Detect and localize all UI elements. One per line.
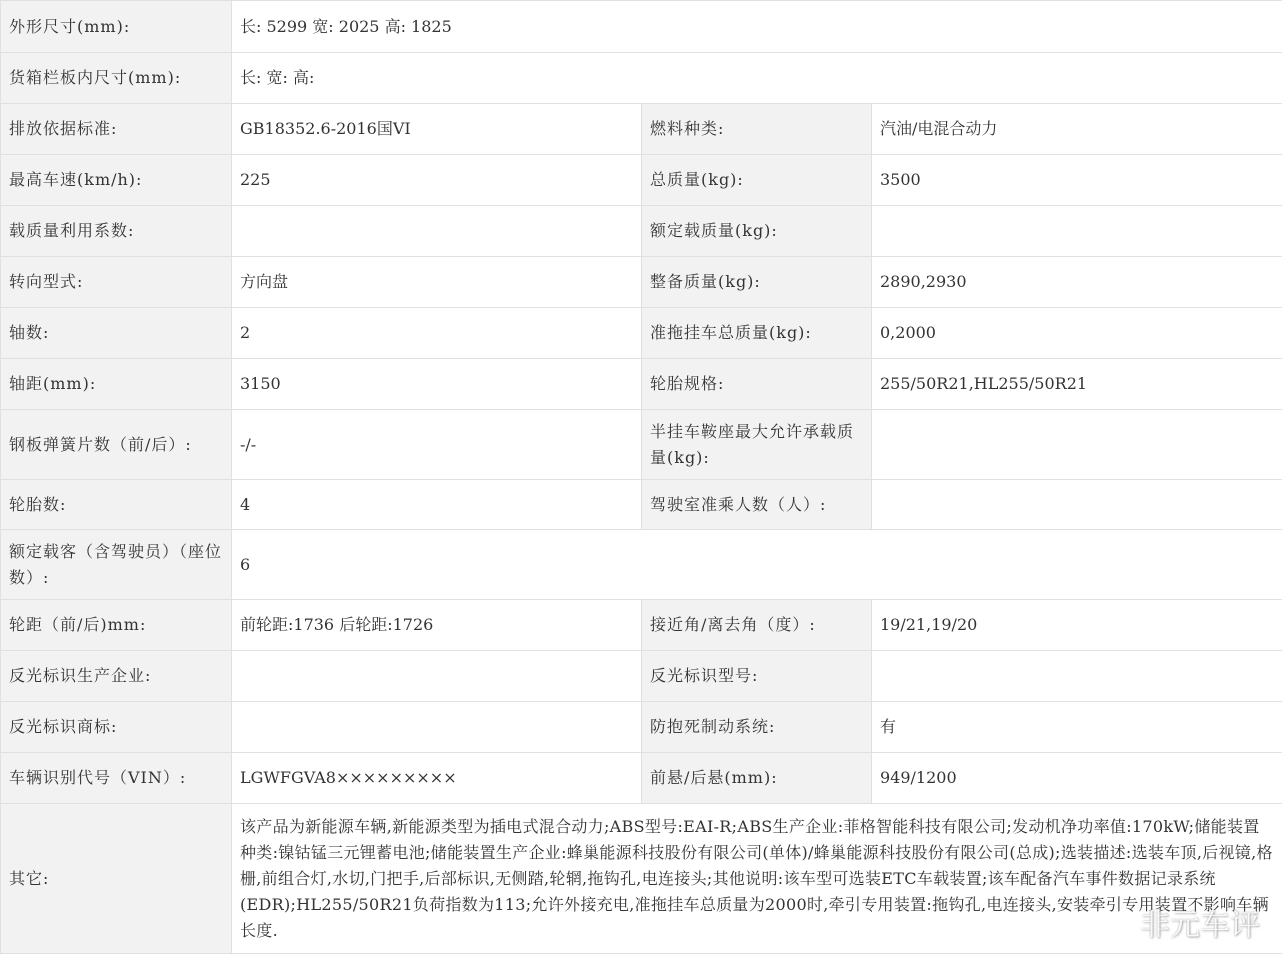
label-track: 轮距（前/后)mm: xyxy=(1,600,232,651)
label-reflector-model: 反光标识型号: xyxy=(642,651,872,702)
table-row xyxy=(1,600,1282,651)
label-cargo-box: 货箱栏板内尺寸(mm): xyxy=(1,53,232,104)
table-row xyxy=(1,206,1282,257)
value-dimensions: 长: 5299 宽: 2025 高: 1825 xyxy=(232,1,1282,53)
label-reflector-maker: 反光标识生产企业: xyxy=(1,651,232,702)
value-emission: GB18352.6-2016国VI xyxy=(232,104,642,155)
value-max-speed: 225 xyxy=(232,155,642,206)
table-row xyxy=(1,480,1282,530)
value-other: 该产品为新能源车辆,新能源类型为插电式混合动力;ABS型号:EAI-R;ABS生产企业:菲格智能科技有限公司;发动机净功率值:170kW;储能装置种类:镍钴锰三元锂蓄电池;储能装置生产企业:蜂巢能源科技股份有限公司(单体)/蜂巢能源科技股份有限公司(总成);选装描述:选装车顶,后视镜,格栅,前组合灯,水切,门把手,后部标识,无侧踏,轮辋,拖钩孔,电连接头;其他说明:该车型可选装ETC车载装置;该车配备汽车事件数据记录系统(EDR);HL255/50R21负荷指数为113;允许外接充电,准拖挂车总质量为2000时,牵引专用装置:拖钩孔,电连接头,安装牵引专用装置不影响车辆长度. xyxy=(232,804,1282,954)
label-wheelbase: 轴距(mm): xyxy=(1,359,232,410)
label-total-mass: 总质量(kg): xyxy=(642,155,872,206)
label-dimensions: 外形尺寸(mm): xyxy=(1,1,232,53)
label-load-coefficient: 载质量利用系数: xyxy=(1,206,232,257)
label-leaf-springs: 钢板弹簧片数（前/后）: xyxy=(1,410,232,480)
value-abs: 有 xyxy=(872,702,1282,753)
table-row xyxy=(1,651,1282,702)
value-tire-count: 4 xyxy=(232,480,642,530)
value-wheelbase: 3150 xyxy=(232,359,642,410)
value-approach-angle: 19/21,19/20 xyxy=(872,600,1282,651)
label-abs: 防抱死制动系统: xyxy=(642,702,872,753)
label-trailer-mass: 准拖挂车总质量(kg): xyxy=(642,308,872,359)
label-curb-mass: 整备质量(kg): xyxy=(642,257,872,308)
table-row xyxy=(1,1,1282,53)
table-row xyxy=(1,753,1282,804)
table-row xyxy=(1,308,1282,359)
label-reflector-brand: 反光标识商标: xyxy=(1,702,232,753)
label-vin: 车辆识别代号（VIN）: xyxy=(1,753,232,804)
table-row xyxy=(1,702,1282,753)
value-track: 前轮距:1736 后轮距:1726 xyxy=(232,600,642,651)
value-steering: 方向盘 xyxy=(232,257,642,308)
label-rated-load: 额定载质量(kg): xyxy=(642,206,872,257)
label-cab-occupants: 驾驶室准乘人数（人）: xyxy=(642,480,872,530)
value-cargo-box: 长: 宽: 高: xyxy=(232,53,1282,104)
label-max-speed: 最高车速(km/h): xyxy=(1,155,232,206)
value-saddle-load xyxy=(872,410,1282,480)
value-overhang: 949/1200 xyxy=(872,753,1282,804)
label-approach-angle: 接近角/离去角（度）: xyxy=(642,600,872,651)
value-tire-spec: 255/50R21,HL255/50R21 xyxy=(872,359,1282,410)
value-cab-occupants xyxy=(872,480,1282,530)
table-row xyxy=(1,359,1282,410)
label-fuel-type: 燃料种类: xyxy=(642,104,872,155)
label-seats: 额定载客（含驾驶员）（座位数）: xyxy=(1,530,232,600)
label-other: 其它: xyxy=(1,804,232,954)
value-rated-load xyxy=(872,206,1282,257)
table-row xyxy=(1,804,1282,954)
value-total-mass: 3500 xyxy=(872,155,1282,206)
label-emission: 排放依据标准: xyxy=(1,104,232,155)
table-row xyxy=(1,257,1282,308)
label-axles: 轴数: xyxy=(1,308,232,359)
value-reflector-model xyxy=(872,651,1282,702)
value-seats: 6 xyxy=(232,530,1282,600)
table-row xyxy=(1,410,1282,480)
label-overhang: 前悬/后悬(mm): xyxy=(642,753,872,804)
value-fuel-type: 汽油/电混合动力 xyxy=(872,104,1282,155)
value-load-coefficient xyxy=(232,206,642,257)
value-reflector-brand xyxy=(232,702,642,753)
label-tire-spec: 轮胎规格: xyxy=(642,359,872,410)
value-trailer-mass: 0,2000 xyxy=(872,308,1282,359)
watermark: 非元车评 xyxy=(1140,908,1260,943)
table-row xyxy=(1,530,1282,600)
value-curb-mass: 2890,2930 xyxy=(872,257,1282,308)
label-tire-count: 轮胎数: xyxy=(1,480,232,530)
value-axles: 2 xyxy=(232,308,642,359)
table-row xyxy=(1,104,1282,155)
table-row xyxy=(1,155,1282,206)
label-saddle-load: 半挂车鞍座最大允许承载质量(kg): xyxy=(642,410,872,480)
table-row xyxy=(1,53,1282,104)
value-leaf-springs: -/- xyxy=(232,410,642,480)
label-steering: 转向型式: xyxy=(1,257,232,308)
value-reflector-maker xyxy=(232,651,642,702)
value-vin: LGWFGVA8××××××××× xyxy=(232,753,642,804)
